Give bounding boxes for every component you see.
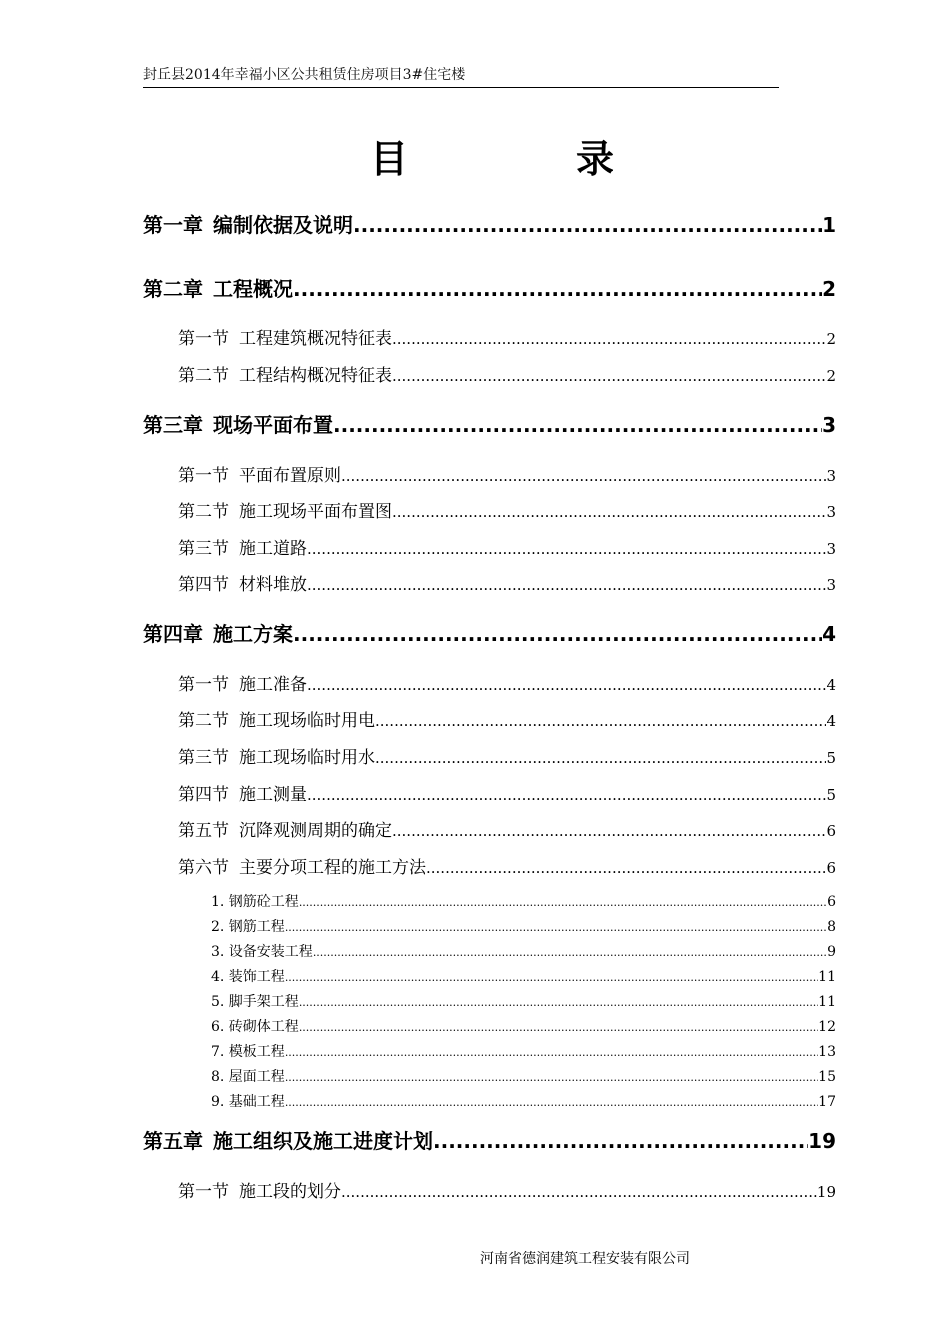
page-number: 8 (827, 919, 836, 934)
toc-section-4-6[interactable] (178, 853, 836, 875)
toc-item-8[interactable] (211, 1066, 836, 1084)
dot-leader (293, 622, 822, 644)
toc-section-3-2[interactable] (178, 497, 836, 519)
dot-leader (285, 1071, 818, 1084)
page-number: 19 (816, 1183, 836, 1199)
section-title: 材料堆放 (239, 575, 307, 592)
toc-section-4-3[interactable] (178, 743, 836, 765)
section-title: 施工道路 (239, 539, 307, 556)
dot-leader (307, 786, 826, 802)
page-number: 4 (822, 622, 836, 644)
dot-leader (333, 413, 822, 435)
section-number: 第六节 (178, 858, 229, 875)
dot-leader (375, 712, 826, 728)
section-number: 第二节 (178, 711, 229, 728)
toc-section-4-1[interactable] (178, 670, 836, 692)
section-title: 施工测量 (239, 785, 307, 802)
page-number: 13 (818, 1044, 836, 1059)
section-number: 第一节 (178, 466, 229, 483)
toc-item-2[interactable] (211, 916, 836, 934)
section-number: 第三节 (178, 748, 229, 765)
running-header: 封丘县2014年幸福小区公共租赁住房项目3#住宅楼 (143, 66, 779, 88)
dot-leader (433, 1129, 808, 1151)
page-number: 5 (826, 786, 836, 802)
page-number: 2 (826, 367, 836, 383)
item-title: 3. 设备安装工程 (211, 944, 313, 959)
page-number: 2 (826, 330, 836, 346)
section-title: 沉降观测周期的确定 (239, 821, 392, 838)
page-number: 15 (818, 1069, 836, 1084)
dot-leader (313, 946, 827, 959)
toc-section-4-5[interactable] (178, 816, 836, 838)
page-number: 3 (826, 540, 836, 556)
section-number: 第二节 (178, 502, 229, 519)
page-number: 6 (826, 859, 836, 875)
company-footer: 河南省德润建筑工程安装有限公司 (480, 1251, 690, 1267)
dot-leader (285, 971, 818, 984)
toc-chapter-1[interactable] (143, 209, 836, 235)
toc-section-4-4[interactable] (178, 780, 836, 802)
section-number: 第二节 (178, 366, 229, 383)
dot-leader (392, 330, 826, 346)
toc-section-4-2[interactable] (178, 706, 836, 728)
section-title: 工程建筑概况特征表 (239, 329, 392, 346)
chapter-number: 第三章 (143, 413, 203, 435)
chapter-title: 现场平面布置 (213, 413, 333, 435)
page-number: 11 (818, 969, 836, 984)
dot-leader (375, 749, 826, 765)
dot-leader (285, 921, 827, 934)
dot-leader (285, 1046, 818, 1059)
toc-section-3-4[interactable] (178, 570, 836, 592)
page-number: 2 (822, 277, 836, 299)
section-title: 主要分项工程的施工方法 (239, 858, 426, 875)
chapter-number: 第二章 (143, 277, 203, 299)
toc-chapter-2[interactable] (143, 273, 836, 299)
toc-section-2-2[interactable] (178, 361, 836, 383)
toc-item-7[interactable] (211, 1041, 836, 1059)
item-title: 9. 基础工程 (211, 1094, 285, 1109)
section-number: 第一节 (178, 1182, 229, 1199)
toc-section-3-3[interactable] (178, 534, 836, 556)
section-number: 第四节 (178, 575, 229, 592)
dot-leader (392, 503, 826, 519)
page-number: 12 (818, 1019, 836, 1034)
dot-leader (299, 996, 818, 1009)
dot-leader (299, 1021, 818, 1034)
section-number: 第一节 (178, 675, 229, 692)
page-number: 19 (808, 1129, 836, 1151)
chapter-number: 第四章 (143, 622, 203, 644)
section-number: 第三节 (178, 539, 229, 556)
page-number: 9 (827, 944, 836, 959)
toc-item-3[interactable] (211, 941, 836, 959)
chapter-number: 第一章 (143, 213, 203, 235)
item-title: 6. 砖砌体工程 (211, 1019, 299, 1034)
dot-leader (293, 277, 822, 299)
item-title: 8. 屋面工程 (211, 1069, 285, 1084)
chapter-title: 编制依据及说明 (213, 213, 353, 235)
dot-leader (285, 1096, 818, 1109)
title-char-left: 目 (370, 137, 409, 181)
dot-leader (341, 1183, 817, 1199)
chapter-number: 第五章 (143, 1129, 203, 1151)
page-number: 3 (826, 576, 836, 592)
dot-leader (341, 467, 826, 483)
section-title: 平面布置原则 (239, 466, 341, 483)
page-number: 3 (826, 503, 836, 519)
page-number: 4 (826, 712, 836, 728)
title-char-right: 录 (576, 137, 615, 181)
page-number: 4 (826, 676, 836, 692)
section-title: 施工现场平面布置图 (239, 502, 392, 519)
item-title: 7. 模板工程 (211, 1044, 285, 1059)
toc-item-1[interactable] (211, 891, 836, 909)
toc-section-5-1[interactable] (178, 1177, 836, 1199)
toc-chapter-5[interactable] (143, 1125, 836, 1151)
dot-leader (307, 576, 826, 592)
toc-chapter-4[interactable] (143, 618, 836, 644)
dot-leader (307, 676, 826, 692)
section-number: 第四节 (178, 785, 229, 802)
toc-section-3-1[interactable] (178, 461, 836, 483)
page-title (0, 128, 950, 181)
toc-item-9[interactable] (211, 1091, 836, 1109)
section-number: 第一节 (178, 329, 229, 346)
page-number: 3 (822, 413, 836, 435)
chapter-title: 施工方案 (213, 622, 293, 644)
item-title: 1. 钢筋砼工程 (211, 894, 299, 909)
dot-leader (392, 367, 826, 383)
section-title: 施工现场临时用水 (239, 748, 375, 765)
item-title: 4. 装饰工程 (211, 969, 285, 984)
page-number: 17 (818, 1094, 836, 1109)
page-number: 6 (827, 894, 836, 909)
section-title: 施工段的划分 (239, 1182, 341, 1199)
page-number: 11 (818, 994, 836, 1009)
toc-chapter-3[interactable] (143, 409, 836, 435)
dot-leader (307, 540, 826, 556)
item-title: 2. 钢筋工程 (211, 919, 285, 934)
section-title: 施工准备 (239, 675, 307, 692)
dot-leader (353, 213, 822, 235)
section-title: 施工现场临时用电 (239, 711, 375, 728)
chapter-title: 工程概况 (213, 277, 293, 299)
dot-leader (299, 896, 827, 909)
toc-item-5[interactable] (211, 991, 836, 1009)
page-number: 5 (826, 749, 836, 765)
chapter-title: 施工组织及施工进度计划 (213, 1129, 433, 1151)
page-number: 1 (822, 213, 836, 235)
toc-item-6[interactable] (211, 1016, 836, 1034)
item-title: 5. 脚手架工程 (211, 994, 299, 1009)
dot-leader (392, 822, 826, 838)
page-number: 6 (826, 822, 836, 838)
section-title: 工程结构概况特征表 (239, 366, 392, 383)
dot-leader (426, 859, 826, 875)
toc-section-2-1[interactable] (178, 324, 836, 346)
toc-item-4[interactable] (211, 966, 836, 984)
section-number: 第五节 (178, 821, 229, 838)
page-number: 3 (826, 467, 836, 483)
